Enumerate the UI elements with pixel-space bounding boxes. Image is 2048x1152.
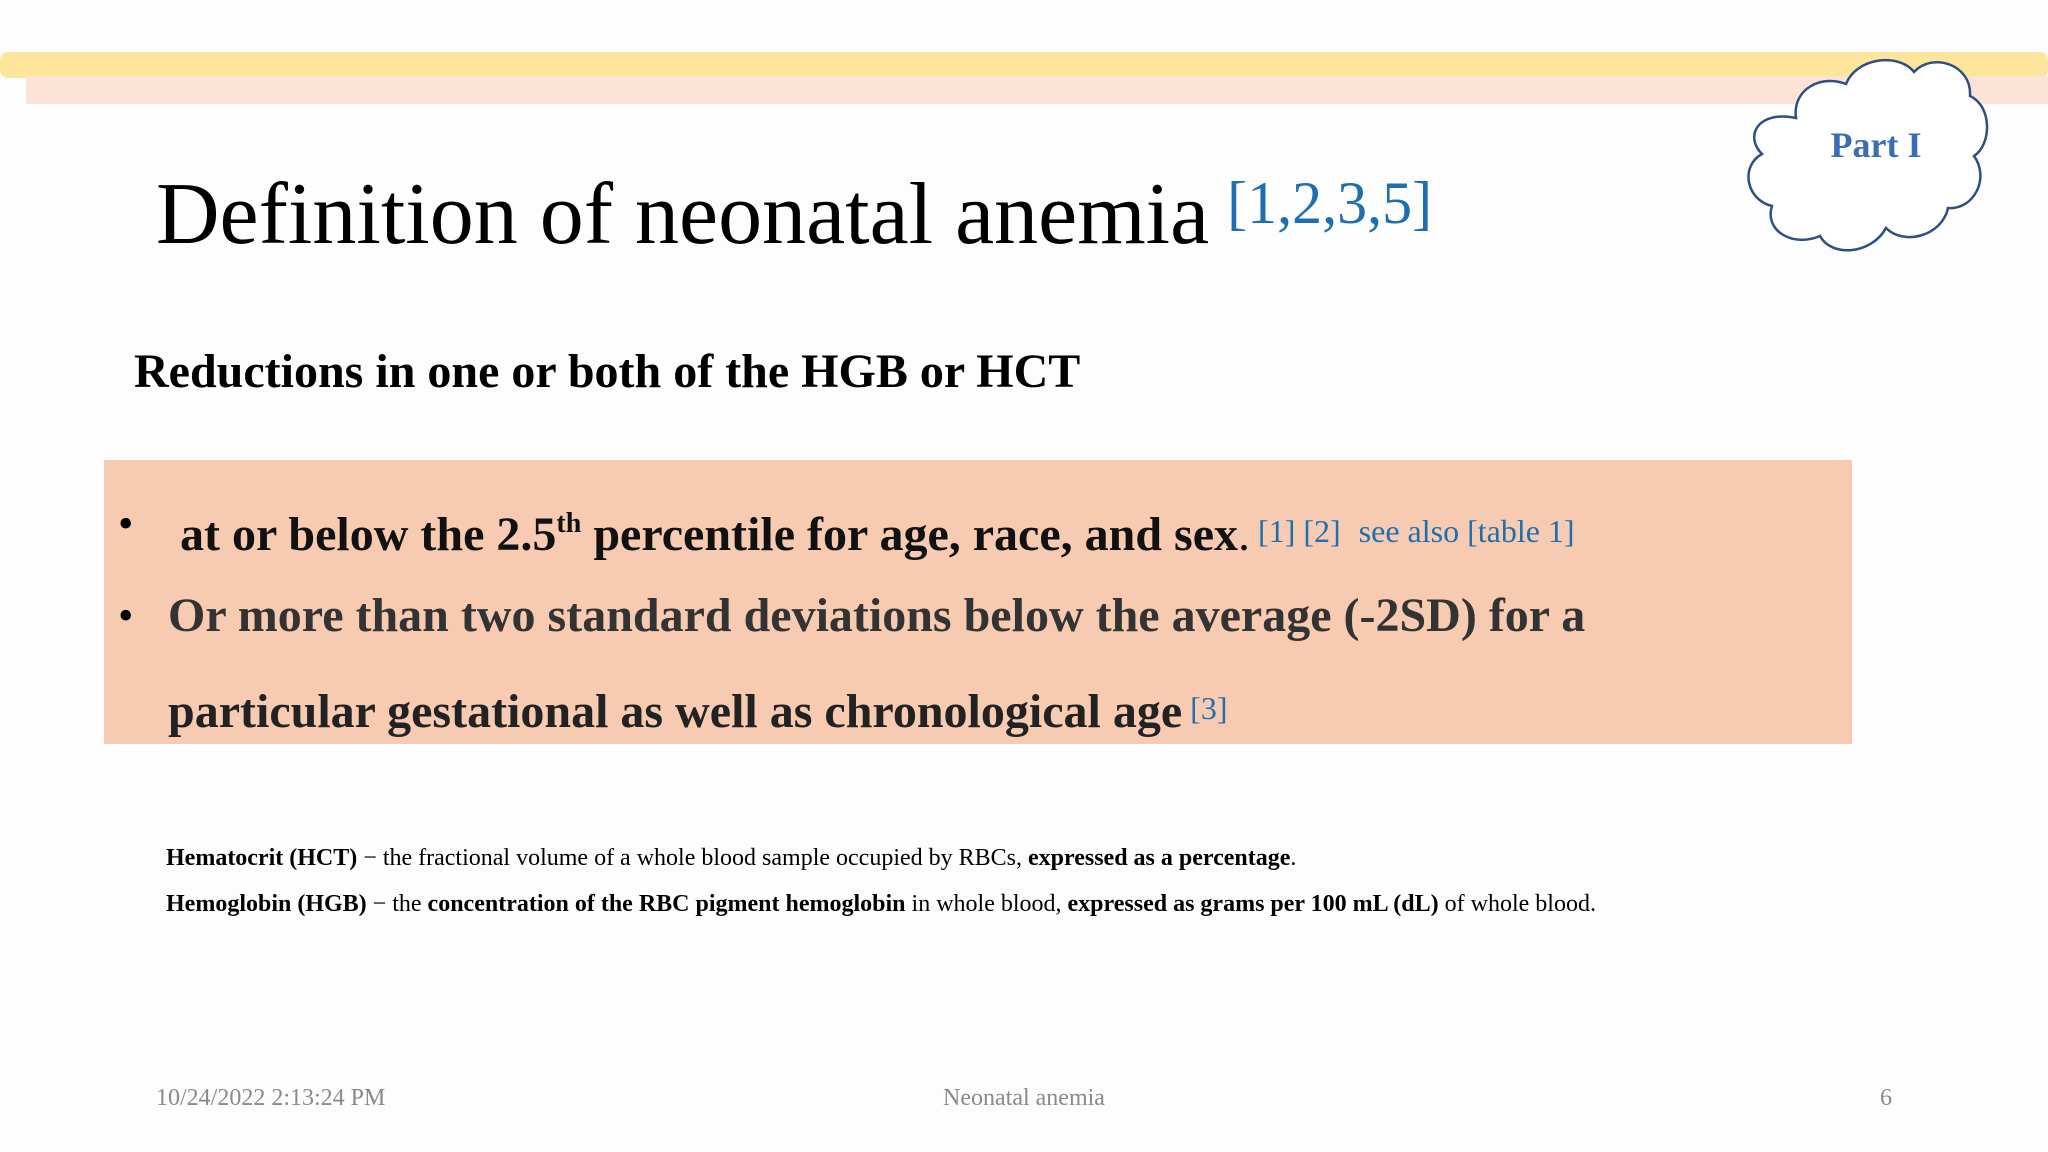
bullet-marker: • [118, 591, 134, 640]
definition-hgb-text-3: of whole blood. [1438, 891, 1596, 917]
definition-hct-text: the fractional volume of a whole blood sample occupied by RBCs, [382, 845, 1028, 871]
bullet-1-period: . [1238, 508, 1251, 561]
bullet-2-line-1: Or more than two standard deviations below the average (-2SD) for a [168, 589, 1586, 642]
slide-title [156, 148, 1432, 270]
definition-hct-dash: − [357, 845, 383, 871]
slide-subtitle: Reductions in one or both of the HGB or HCT [134, 345, 1081, 398]
footer-date: 10/24/2022 2:13:24 PM [156, 1085, 386, 1111]
definition-hgb-term: Hemoglobin (HGB) [166, 891, 367, 917]
definition-hgb [166, 888, 1596, 920]
definition-hct-end: . [1290, 845, 1297, 871]
bullet-1-see-also: see also [table 1] [1358, 513, 1575, 549]
bullet-2-line-2-text: particular gestational as well as chronological age [168, 685, 1183, 738]
bullet-1-text-post: percentile for age, race, and sex [581, 508, 1239, 561]
definition-hct-term: Hematocrit (HCT) [166, 845, 358, 871]
bullet-2-reference: [3] [1190, 690, 1228, 726]
bullet-2-line-2 [168, 678, 1227, 742]
definition-hgb-emphasis-1: concentration of the RBC pigment hemoglobin [427, 891, 906, 917]
definition-hgb-dash: − [366, 891, 393, 917]
definition-hct-emphasis: expressed as a percentage [1028, 845, 1291, 871]
bullet-1-text-pre: at or below the 2.5 [180, 508, 557, 561]
definition-hgb-text-2: in whole blood, [905, 891, 1068, 917]
bullet-1-references: [1] [2] [1258, 513, 1341, 549]
bullet-marker: • [118, 499, 134, 548]
footer-title: Neonatal anemia [943, 1085, 1105, 1111]
definition-hct [166, 842, 1296, 874]
footer-page-number: 6 [1880, 1085, 1892, 1111]
bullet-1-superscript: th [556, 508, 582, 539]
title-references: [1,2,3,5] [1227, 170, 1433, 236]
definition-hgb-emphasis-2: expressed as grams per 100 mL (dL) [1067, 891, 1439, 917]
part-label: Part I [1830, 125, 1922, 165]
definition-hgb-text-1: the [392, 891, 428, 917]
title-text: Definition of neonatal anemia [156, 166, 1210, 263]
decorative-band-yellow [0, 52, 2048, 78]
bullet-1 [180, 494, 1575, 565]
